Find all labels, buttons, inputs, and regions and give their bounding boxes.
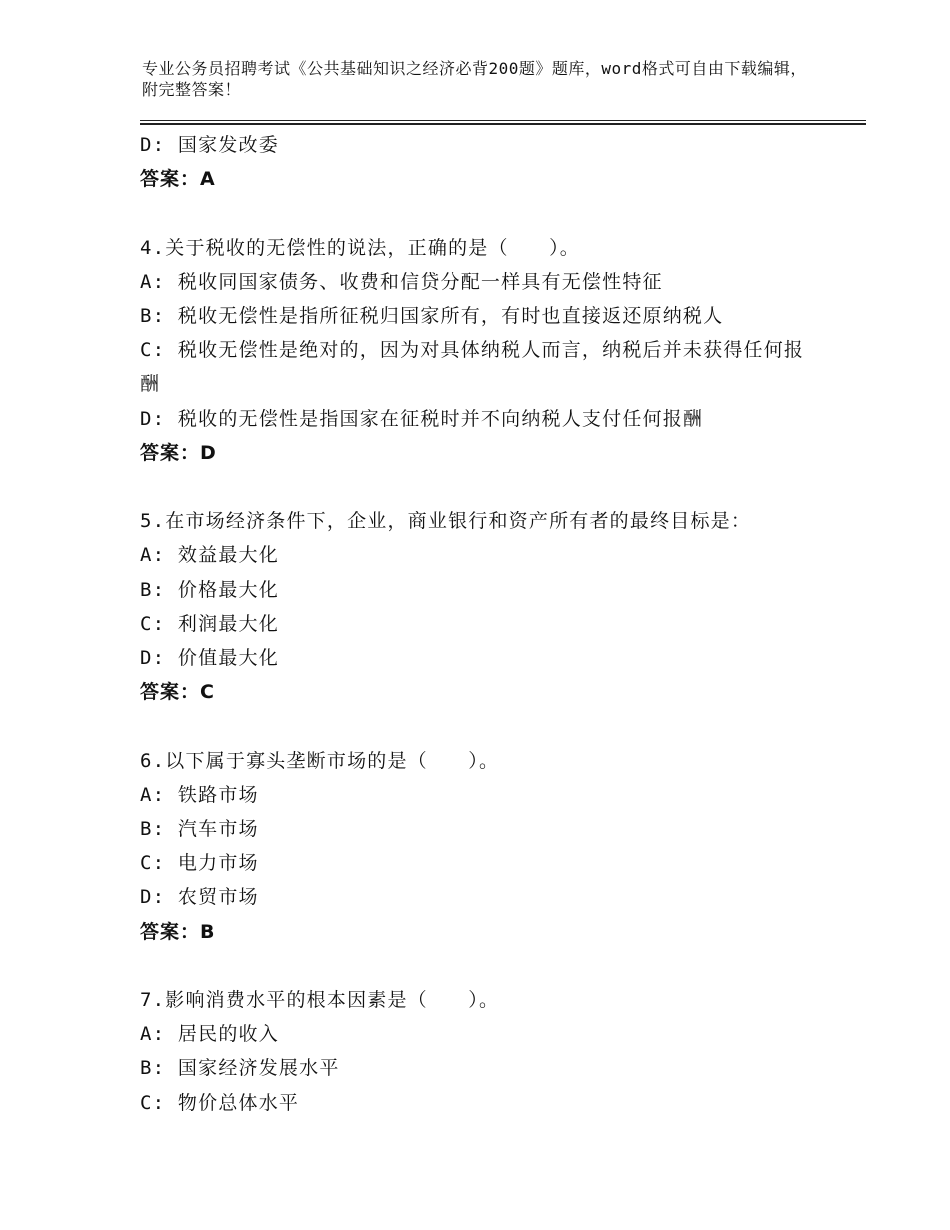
question-5: [140, 504, 820, 709]
option-c: C: 税收无偿性是绝对的，因为对具体纳税人而言，纳税后并未获得任何报酬: [140, 339, 805, 396]
question-stem: 7.影响消费水平的根本因素是（ ）。: [140, 989, 500, 1012]
answer: 答案：A: [140, 168, 216, 191]
page-header: [142, 58, 822, 100]
option-c: C: 利润最大化: [140, 612, 279, 635]
spacer: [140, 709, 820, 743]
question-list: [140, 128, 820, 1120]
spacer: [140, 949, 820, 983]
question-4: [140, 231, 820, 470]
option-b: B: 价格最大化: [140, 578, 279, 601]
question-6: [140, 744, 820, 949]
previous-question-tail: [140, 128, 820, 196]
option-b: B: 国家经济发展水平: [140, 1057, 340, 1080]
spacer: [140, 470, 820, 504]
option-a: A: 铁路市场: [140, 783, 259, 806]
option-a: A: 居民的收入: [140, 1023, 279, 1046]
option-b: B: 税收无偿性是指所征税归国家所有，有时也直接返还原纳税人: [140, 305, 724, 327]
option-d: D: 价值最大化: [140, 647, 279, 670]
option-d: D: 国家发改委: [140, 134, 279, 156]
answer: 答案：B: [140, 920, 216, 943]
spacer: [140, 196, 820, 230]
option-c: C: 电力市场: [140, 852, 259, 875]
question-stem: 5.在市场经济条件下，企业，商业银行和资产所有者的最终目标是：: [140, 510, 752, 533]
option-a: A: 税收同国家债务、收费和信贷分配一样具有无偿性特征: [140, 270, 663, 293]
option-d: D: 农贸市场: [140, 886, 259, 909]
header-rule-thick: [140, 123, 866, 125]
option-b: B: 汽车市场: [140, 818, 259, 841]
answer: 答案：D: [140, 441, 217, 464]
header-text: 专业公务员招聘考试《公共基础知识之经济必背200题》题库，word格式可自由下载编辑，附完整答案！: [142, 59, 807, 99]
question-7: [140, 983, 820, 1120]
question-stem: 4.关于税收的无偿性的说法，正确的是（ ）。: [140, 236, 580, 259]
header-rule-thin: [140, 120, 866, 121]
option-d: D: 税收的无偿性是指国家在征税时并不向纳税人支付任何报酬: [140, 407, 704, 430]
answer: 答案：C: [140, 681, 215, 704]
question-stem: 6.以下属于寡头垄断市场的是（ ）。: [140, 749, 500, 772]
option-c: C: 物价总体水平: [140, 1091, 300, 1114]
option-a: A: 效益最大化: [140, 544, 279, 567]
